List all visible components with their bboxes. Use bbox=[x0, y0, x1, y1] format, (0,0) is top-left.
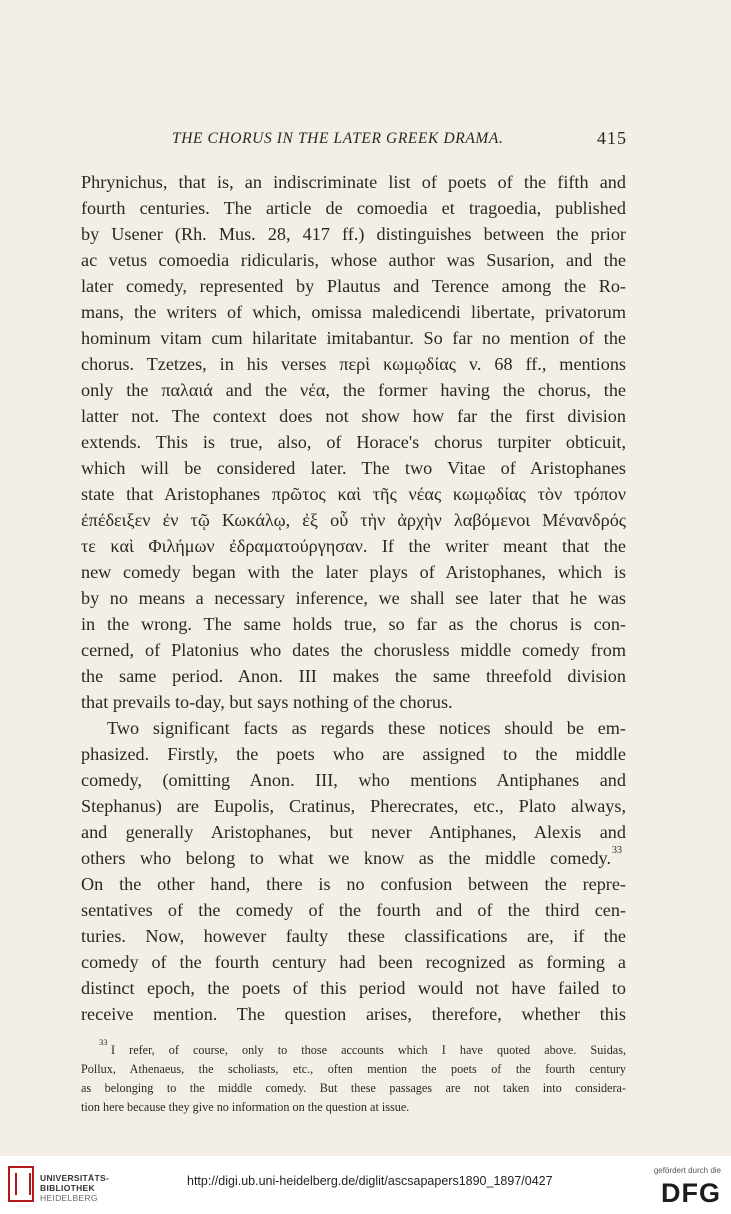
text-line: Phrynichus, that is, an indiscriminate list of poets of the fifth and bbox=[81, 172, 626, 192]
text-line: Stephanus) are Eupolis, Cratinus, Pherecrates, etc., Plato always, bbox=[81, 796, 626, 816]
text-line: extends. This is true, also, of Horace's chorus turpiter obticuit, bbox=[81, 432, 626, 452]
library-logo-icon bbox=[8, 1166, 34, 1202]
text-line: sentatives of the comedy of the fourth and of the third cen- bbox=[81, 900, 626, 920]
text-line: mans, the writers of which, omissa maledicendi libertate, privatorum bbox=[81, 302, 626, 322]
footnote-line: tion here because they give no information on the question at issue. bbox=[81, 1100, 410, 1114]
footnote-line: Pollux, Athenaeus, the scholiasts, etc., often mention the poets of the fourth century bbox=[81, 1062, 626, 1076]
text-line: the same period. Anon. III makes the same threefold division bbox=[81, 666, 626, 686]
text-line: state that Aristophanes πρῶτος καὶ τῆς νέας κωμῳδίας τὸν τρόπον bbox=[81, 484, 626, 504]
text-line: hominum vitam cum hilaritate imitabantur. So far no mention of the bbox=[81, 328, 626, 348]
text-line: ac vetus comoedia ridicularis, whose author was Susarion, and the bbox=[81, 250, 626, 270]
text-line: chorus. Tzetzes, in his verses περὶ κωμῳδίας v. 68 ff., mentions bbox=[81, 354, 626, 374]
page-header bbox=[172, 130, 627, 154]
text-line: turies. Now, however faulty these classifications are, if the bbox=[81, 926, 626, 946]
text-line: only the παλαιά and the νέα, the former having the chorus, the bbox=[81, 380, 626, 400]
text-line: τε καὶ Φιλήμων ἐδραματούργησαν. If the writer meant that the bbox=[81, 536, 626, 556]
library-name-line1: UNIVERSITÄTS- bbox=[40, 1173, 110, 1183]
text-line: by no means a necessary inference, we shall see later that he was bbox=[81, 588, 626, 608]
permalink-url[interactable]: http://digi.ub.uni-heidelberg.de/diglit/ascsapapers1890_1897/0427 bbox=[187, 1174, 553, 1188]
text-line: in the wrong. The same holds true, so far as the chorus is con- bbox=[81, 614, 626, 634]
text-line: Two significant facts as regards these notices should be em- bbox=[107, 718, 626, 738]
text-line: receive mention. The question arises, therefore, whether this bbox=[81, 1004, 626, 1024]
text-line: others who belong to what we know as the middle comedy. bbox=[81, 848, 611, 868]
text-line: which will be considered later. The two Vitae of Aristophanes bbox=[81, 458, 626, 478]
text-line: fourth centuries. The article de comoedia et tragoedia, published bbox=[81, 198, 626, 218]
text-line: ἐπέδειξεν ἐν τῷ Κωκάλῳ, ἐξ οὗ τὴν ἀρχὴν λαβόμενοι Μένανδρός bbox=[81, 510, 626, 530]
footnote-line: as belonging to the middle comedy. But these passages are not taken into considera- bbox=[81, 1081, 626, 1095]
text-line: phasized. Firstly, the poets who are assigned to the middle bbox=[81, 744, 626, 764]
footnote-line: I refer, of course, only to those accounts which I have quoted above. Suidas, bbox=[111, 1043, 626, 1057]
dfg-logo: DFG bbox=[661, 1178, 721, 1208]
text-line: comedy, (omitting Anon. III, who mentions Antiphanes and bbox=[81, 770, 626, 790]
digitization-footer bbox=[0, 1156, 731, 1214]
scanned-page: THE CHORUS IN THE LATER GREEK DRAMA. 415 Phrynichus, that is, an indiscriminate list of poets of the fifth and fourth centuries. The article de comoedia et tragoedia, published by Usener (Rh. Mus. 28, 417 ff.) distinguishes between the prior ac vetus comoedia ridicularis, whose author was Susarion, and the later comedy, represented by Plautus and Terence among the Ro- mans, the writers of which, omissa maledicendi libertate, privatorum hominum vitam cum hilaritate imitabantur. So far no mention of the chorus. Tzetzes, in his verses περὶ κωμῳδίας v. 68 ff., mentions only the παλαιά and the νέα, the former having the chorus, the latter not. The context does not show how far the first division extends. This is true, also, of Horace's chorus turpiter obticuit, which will be considered later. The two Vitae of Aristophanes state that Aristophanes πρῶτος καὶ τῆς νέας κωμῳδίας τὸν τρόπον ἐπέδειξεν ἐν τῷ Κωκάλῳ, ἐξ οὗ τὴν ἀρχὴν λαβόμενοι Μένανδρός τε καὶ Φιλήμων ἐδραματούργησαν. If the writer meant that the new comedy began with the later plays of Aristophanes, which is by no means a necessary inference, we shall see later that he was in the wrong. The same holds true, so far as the chorus is con- cerned, of Platonius who dates the chorusless middle comedy from the same period. Anon. III makes the same threefold division that prevails to-day, but says nothing of the chorus. Two significant facts as regards these notices should be em- phasized. Firstly, the poets who are assigned to the middle comedy, (omitting Anon. III, who mentions Antiphanes and Stephanus) are Eupolis, Cratinus, Pherecrates, etc., Plato always, and generally Aristophanes, but never Antiphanes, Alexis and others who belong to what we know as the middle comedy. 33 On the other hand, there is no confusion between the repre- sentatives of the comedy of the fourth and of the third cen- turies. Now, however faulty these classifications are, if the comedy of the fourth century had been recognized as forming a distinct epoch, the poets of this period would not have failed to receive mention. The question arises, therefore, whether this 33 I refer, of course, only to those accounts which I have quoted above. Suidas, Pollux, Athenaeus, the scholiasts, etc., often mention the poets of the fourth century as belonging to the middle comedy. But these passages are not taken into considera- tion here because they give no information on the question at issue. UNIVERSITÄTS- BIBLIOTHEK HEIDELBERG http://digi.ub.uni-heidelberg.de/diglit/ascsapapers1890_1897/0427 gefördert durch die DFG bbox=[0, 0, 731, 1214]
text-line: cerned, of Platonius who dates the chorusless middle comedy from bbox=[81, 640, 626, 660]
text-line: by Usener (Rh. Mus. 28, 417 ff.) distinguishes between the prior bbox=[81, 224, 626, 244]
text-line: and generally Aristophanes, but never Antiphanes, Alexis and bbox=[81, 822, 626, 842]
supported-by-label: gefördert durch die bbox=[653, 1166, 721, 1175]
text-line: new comedy began with the later plays of Aristophanes, which is bbox=[81, 562, 626, 582]
text-line: On the other hand, there is no confusion between the repre- bbox=[81, 874, 626, 894]
library-name-line2: BIBLIOTHEK bbox=[40, 1183, 95, 1193]
page-number: 415 bbox=[597, 128, 627, 148]
library-name-line3: HEIDELBERG bbox=[40, 1193, 98, 1203]
text-line: comedy of the fourth century had been recognized as forming a bbox=[81, 952, 626, 972]
text-line: distinct epoch, the poets of this period would not have failed to bbox=[81, 978, 626, 998]
text-line-with-note bbox=[81, 845, 611, 871]
running-title: THE CHORUS IN THE LATER GREEK DRAMA. bbox=[172, 130, 504, 147]
text-line: that prevails to-day, but says nothing of the chorus. bbox=[81, 692, 453, 712]
text-line: latter not. The context does not show how far the first division bbox=[81, 406, 626, 426]
text-line: later comedy, represented by Plautus and Terence among the Ro- bbox=[81, 276, 626, 296]
